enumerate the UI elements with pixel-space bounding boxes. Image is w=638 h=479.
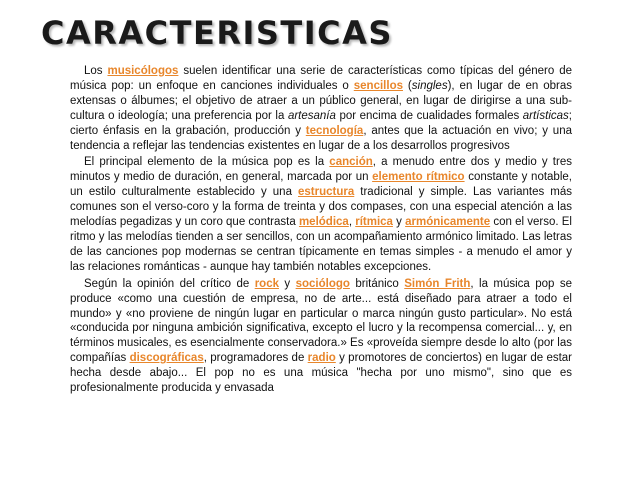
link-simon-frith[interactable]: Simón Frith (404, 277, 471, 290)
text: , (348, 216, 356, 229)
text: , la música pop se produce «como una cuestión de empresa, no de arte... está diseñado para atraer a todo el mundo» y «no proviene de ningún lugar en particular o marca ningún gusto particular». No está «conducida por ninguna ambición significativa, excepto el lucro y la recompensa comercial... y, en términos musicales, es esencialmente conservadora.» Es «proveída siempre desde lo alto (por las compañías (70, 277, 573, 365)
text: ( (402, 79, 412, 92)
link-musicologos[interactable]: musicólogos (107, 65, 179, 77)
text: y (278, 277, 296, 290)
link-sencillos[interactable]: sencillos (353, 79, 403, 92)
text: con el verso. El ritmo y las melodías tienden a ser sencillos, con un acompañamiento armónico limitado. Las letras de las canciones pop modernas se centran típicamente en temas simples - a menudo el amor y las relaciones románticas - aunque hay también notables excepciones. (70, 216, 572, 273)
paragraph-3 (70, 277, 572, 396)
text: Los (84, 65, 108, 77)
italic-text: artísticas (522, 109, 569, 122)
text: tradicional y simple. Las variantes más comunes son el verso-coro y la forma de treinta y dos compases, con una especial atención a las melodías pegadizas y un coro que contrasta (70, 186, 572, 229)
slide-title: CARACTERISTICAS (41, 14, 393, 52)
text: El principal elemento de la música pop es la (84, 156, 330, 169)
text: ; cierto énfasis en la grabación, producción y (70, 109, 572, 137)
link-tecnologia[interactable]: tecnología (305, 124, 364, 137)
link-rock[interactable]: rock (254, 277, 279, 290)
link-sociologo[interactable]: sociólogo (295, 277, 350, 290)
text: suelen identificar una serie de características como típicas del género de música pop: un enfoque en canciones individuales o (70, 65, 572, 92)
text: británico (349, 277, 405, 290)
text: y promotores de conciertos) en lugar de estar hecha desde abajo... El pop no es una música "hecha por uno mismo", sino que es profesionalmente producida y envasada (70, 352, 573, 395)
text: constante y notable, un estilo culturalmente establecido y una (70, 171, 572, 199)
text: , antes que la actuación en vivo; y una tendencia a reflejar las tendencias existentes en lugar de a los desarrollos progresivos (70, 124, 572, 152)
link-estructura[interactable]: estructura (298, 186, 355, 199)
italic-text: singles (411, 79, 448, 92)
link-discograficas[interactable]: discográficas (129, 352, 204, 365)
link-ritmica[interactable]: rítmica (355, 216, 393, 229)
text: Según la opinión del crítico de (84, 277, 255, 290)
body-text (70, 64, 572, 398)
paragraph-1 (70, 64, 572, 153)
paragraph-2 (70, 155, 572, 274)
link-cancion[interactable]: canción (329, 156, 373, 169)
text: por encima de cualidades formales (335, 109, 523, 122)
text: ), en lugar de en obras extensas o álbumes; el objetivo de atraer a un público general, en lugar de dirigirse a una sub-cultura o ideología; una preferencia por la (70, 79, 573, 122)
text: , programadores de (203, 352, 308, 365)
link-elemento-ritmico[interactable]: elemento rítmico (372, 171, 465, 184)
text: y (392, 216, 406, 229)
text: , a menudo entre dos y medio y tres minutos y medio de duración, en general, marcada por un (70, 156, 572, 184)
italic-text: artesanía (287, 109, 336, 122)
link-radio[interactable]: radio (307, 352, 336, 365)
link-melodica[interactable]: melódica (298, 216, 349, 229)
link-armonicamente[interactable]: armónicamente (405, 216, 491, 229)
